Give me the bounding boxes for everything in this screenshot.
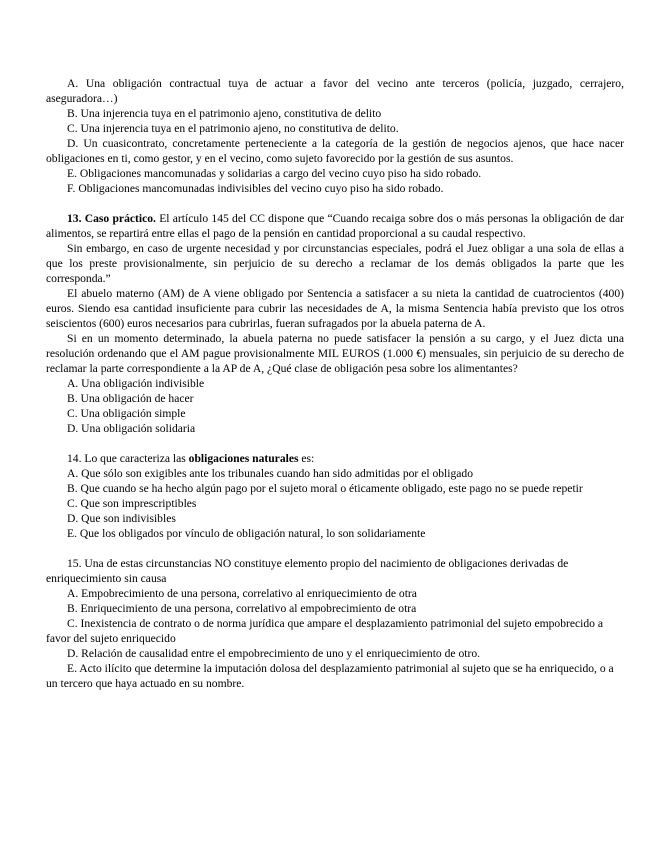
question-13-paragraph-4: Si en un momento determinado, la abuela paterna no puede satisfacer la pensión a su cargo, y el Juez dicta una resolución ordenando que el AM pague provisionalmente MIL EUROS (1.000 €) mensuales, sin perjuicio de su derecho de reclamar la parte correspondiente a la AP de A, ¿Qué clase de obligación pesa sobre los alimentantes? bbox=[46, 332, 624, 375]
spacer bbox=[46, 436, 624, 451]
question-15-stem: 15. Una de estas circunstancias NO constituye elemento propio del nacimiento de obligaciones derivadas de enriquecimiento sin causa bbox=[46, 557, 569, 585]
option-c: C. Una injerencia tuya en el patrimonio ajeno, no constitutiva de delito. bbox=[67, 122, 399, 135]
question-15-option-c: C. Inexistencia de contrato o de norma jurídica que ampare el desplazamiento patrimonial del sujeto empobrecido a favor del sujeto enriquecido bbox=[46, 617, 604, 645]
question-13-heading: 13. Caso práctico. bbox=[67, 212, 156, 225]
question-13-option-b: B. Una obligación de hacer bbox=[67, 392, 194, 405]
question-15-option-d: D. Relación de causalidad entre el empobrecimiento de uno y el enriquecimiento de otro. bbox=[67, 647, 481, 660]
spacer bbox=[46, 196, 624, 211]
question-13-intro bbox=[46, 211, 624, 241]
question-13-paragraph-1: El artículo 145 del CC dispone que “Cuando recaiga sobre dos o más personas la obligación de dar alimentos, se repartirá entre ellas el pago de la pensión en cantidad proporcional a su caudal respectivo. bbox=[46, 212, 624, 240]
option-e: E. Obligaciones mancomunadas y solidarias a cargo del vecino cuyo piso ha sido robado. bbox=[67, 167, 482, 180]
question-14-option-a: A. Que sólo son exigibles ante los tribunales cuando han sido admitidas por el obligado bbox=[67, 467, 474, 480]
spacer bbox=[46, 541, 624, 556]
question-14-option-c: C. Que son imprescriptibles bbox=[67, 497, 197, 510]
question-14 bbox=[46, 451, 624, 541]
question-14-stem bbox=[46, 451, 624, 466]
option-f: F. Obligaciones mancomunadas indivisibles del vecino cuyo piso ha sido robado. bbox=[67, 182, 444, 195]
document-page bbox=[46, 76, 624, 691]
option-a: A. Una obligación contractual tuya de actuar a favor del vecino ante terceros (policía, juzgado, cerrajero, aseguradora…) bbox=[46, 77, 624, 105]
question-15-option-e: E. Acto ilícito que determine la imputación dolosa del desplazamiento patrimonial al sujeto que se ha enriquecido, o a un tercero que haya actuado en su nombre. bbox=[46, 662, 614, 690]
question-13-paragraph-2: Sin embargo, en caso de urgente necesidad y por circunstancias especiales, podrá el Juez obligar a una sola de ellas a que los preste provisionalmente, sin perjuicio de su derecho a reclamar de los demás obligados la parte que les corresponda.” bbox=[46, 242, 624, 285]
question-13-option-a: A. Una obligación indivisible bbox=[67, 377, 205, 390]
question-13-option-c: C. Una obligación simple bbox=[67, 407, 186, 420]
question-12-options bbox=[46, 76, 624, 196]
question-14-prefix: 14. Lo que caracteriza las bbox=[67, 452, 189, 465]
question-14-option-e: E. Que los obligados por vínculo de obligación natural, lo son solidariamente bbox=[67, 527, 426, 540]
question-14-suffix: es: bbox=[298, 452, 315, 465]
option-b: B. Una injerencia tuya en el patrimonio ajeno, constitutiva de delito bbox=[67, 107, 382, 120]
question-15 bbox=[46, 556, 624, 691]
question-14-option-d: D. Que son indivisibles bbox=[67, 512, 176, 525]
question-14-bold-term: obligaciones naturales bbox=[188, 452, 299, 465]
question-13-option-d: D. Una obligación solidaria bbox=[67, 422, 196, 435]
question-13-paragraph-3: El abuelo materno (AM) de A viene obligado por Sentencia a satisfacer a su nieta la cantidad de cuatrocientos (400) euros. Siendo esa cantidad insuficiente para cubrir las necesidades de A, la misma Sentencia había previsto que los otros seiscientos (600) euros necesarios para cubrirlas, fueran sufragados por la abuela paterna de A. bbox=[46, 287, 624, 330]
question-14-option-b: B. Que cuando se ha hecho algún pago por el sujeto moral o éticamente obligado, este pago no se puede repetir bbox=[67, 482, 583, 495]
option-d: D. Un cuasicontrato, concretamente perteneciente a la categoría de la gestión de negocios ajenos, que hace nacer obligaciones en ti, como gestor, y en el vecino, como sujeto favorecido por la gestión de sus asuntos. bbox=[46, 137, 624, 165]
question-15-option-b: B. Enriquecimiento de una persona, correlativo al empobrecimiento de otra bbox=[67, 602, 417, 615]
question-15-option-a: A. Empobrecimiento de una persona, correlativo al enriquecimiento de otra bbox=[67, 587, 417, 600]
question-13 bbox=[46, 211, 624, 436]
